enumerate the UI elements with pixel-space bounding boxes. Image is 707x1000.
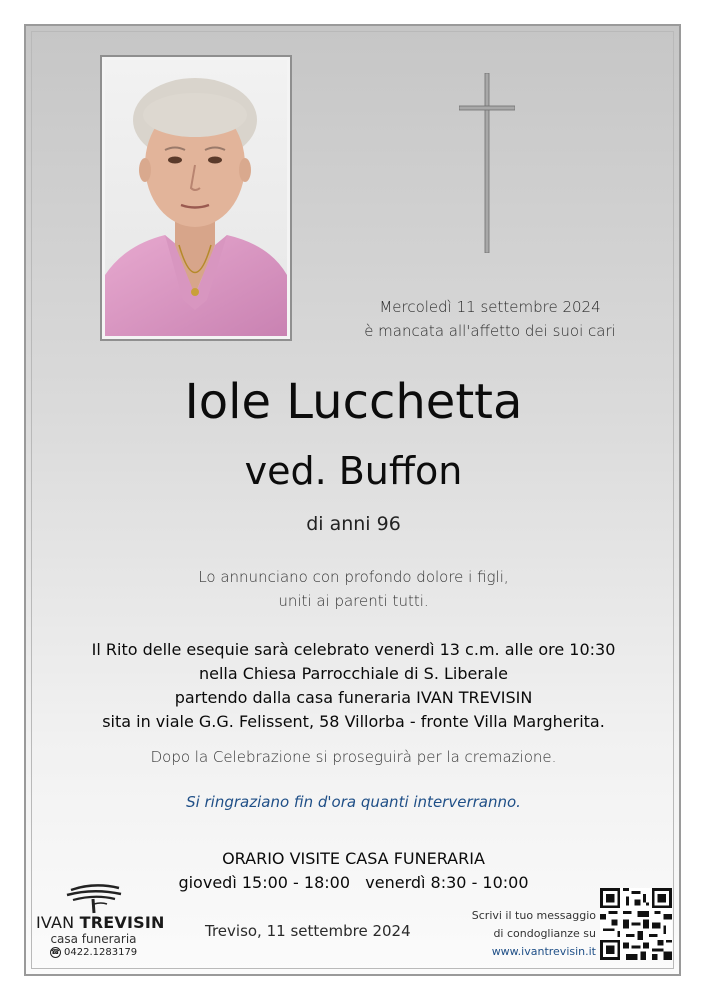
condolence-message [468, 907, 596, 961]
logo-subtitle: casa funeraria [50, 932, 137, 946]
logo-name-light: IVAN [36, 913, 80, 932]
funeral-line-3: partendo dalla casa funeraria IVAN TREVISIN [174, 688, 533, 707]
funeral-line-4: sita in viale G.G. Felissent, 58 Villorba - fronte Villa Margherita. [102, 712, 605, 731]
death-date: Mercoledì 11 settembre 2024 [379, 298, 601, 316]
announcement-line-2: uniti ai parenti tutti. [278, 592, 429, 610]
phone-number: 0422.1283179 [64, 947, 138, 958]
qr-code-icon[interactable] [600, 888, 672, 960]
message-line-2: di condoglianze su [493, 927, 596, 940]
married-name: ved. Buffon [244, 449, 463, 493]
deceased-name: Iole Lucchetta [184, 374, 523, 430]
visits-hours: giovedì 15:00 - 18:00 venerdì 8:30 - 10:00 [178, 873, 529, 892]
funeral-line-1: Il Rito delle esequie sarà celebrato venerdì 13 c.m. alle ore 10:30 [91, 640, 616, 659]
cross-icon [459, 73, 515, 253]
logo-name [36, 913, 165, 932]
tree-logo-icon [63, 882, 125, 914]
message-line-1: Scrivi il tuo messaggio [471, 909, 596, 922]
cremation-line: Dopo la Celebrazione si proseguirà per la cremazione. [150, 748, 557, 766]
announcement-line-1: Lo annunciano con profondo dolore i figli, [198, 568, 509, 586]
portrait-photo [100, 55, 292, 341]
visits-title: ORARIO VISITE CASA FUNERARIA [222, 849, 485, 868]
passing-line: è mancata all'affetto dei suoi cari [364, 322, 616, 340]
website-link[interactable]: www.ivantrevisin.it [491, 945, 596, 958]
thanks-line: Si ringraziano fin d'ora quanti interverranno. [186, 793, 521, 811]
logo-name-bold: TREVISIN [79, 913, 165, 932]
phone-icon: ☎ [50, 947, 60, 956]
place-date: Treviso, 11 settembre 2024 [205, 922, 411, 940]
age-line: di anni 96 [306, 513, 401, 535]
phone-line [36, 946, 151, 960]
funeral-home-logo [36, 882, 165, 962]
portrait-image [105, 60, 287, 336]
funeral-line-2: nella Chiesa Parrocchiale di S. Liberale [198, 664, 509, 683]
